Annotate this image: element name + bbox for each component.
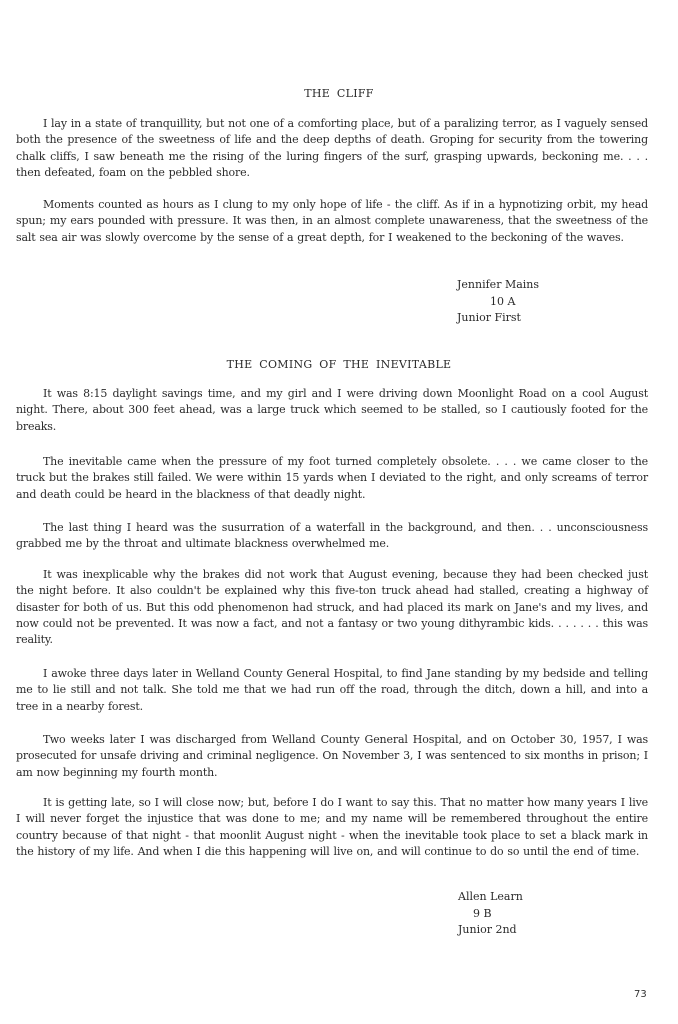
story-paragraph: Moments counted as hours as I clung to my only hope of life - the cliff. As if in a hypnotizing orbit, my head spun; my ears pounded with pressure. It was then, in an almost complete unawareness, that the sweetness of the salt sea air was slowly overcome by the sense of a great depth, for I weakened to the beckoning of the waves. — [16, 198, 648, 244]
author-name: Allen Learn — [458, 890, 523, 903]
page-number: 73 — [634, 989, 647, 1000]
author-grade: 9 B — [473, 906, 492, 920]
story-paragraph: It was inexplicable why the brakes did not work that August evening, because they had been checked just the night before. It also couldn't be explained why this five-ton truck ahead had stalled, creating a highway of disaster for both of us. But this odd phenomenon had struck, and had placed its mark on Jane's and my lives, and now could not be prevented. It was now a fact, and not a fantasy or two young dithyrambic kids. . . . . . . this was reality. — [16, 568, 648, 647]
story-title: THE CLIFF — [304, 87, 374, 100]
author-name: Jennifer Mains — [457, 278, 540, 291]
author-award: Junior First — [457, 311, 521, 324]
story-title: THE COMING OF THE INEVITABLE — [226, 358, 452, 371]
story-paragraph: It is getting late, so I will close now; but, before I do I want to say this. That no matter how many years I live I will never forget the injustice that was done to me; and my name will be remembered throughout the entire country because of that night - that moonlit August night - when the inevitable took place to set a black mark in the history of my life. And when I die this happening will live on, and will continue to do so until the end of time. — [16, 796, 648, 858]
story-paragraph: I awoke three days later in Welland County General Hospital, to find Jane standing by my bedside and telling me to lie still and not talk. She told me that we had run off the road, through the ditch, down a hill, and into a tree in a nearby forest. — [16, 667, 648, 713]
story-paragraph: It was 8:15 daylight savings time, and my girl and I were driving down Moonlight Road on a cool August night. There, about 300 feet ahead, was a large truck which seemed to be stalled, so I cautiously footed for the breaks. — [16, 387, 648, 433]
author-award: Junior 2nd — [458, 923, 517, 936]
story-paragraph: The inevitable came when the pressure of my foot turned completely obsolete. . . . we came closer to the truck but the brakes still failed. We were within 15 yards when I deviated to the right, and only screams of terror and death could be heard in the blackness of that deadly night. — [16, 455, 648, 501]
author-grade: 10 A — [490, 294, 516, 308]
author-signature — [457, 277, 539, 327]
story-paragraph: I lay in a state of tranquillity, but not one of a comforting place, but of a paralizing terror, as I vaguely sensed both the presence of the sweetness of life and the deep depths of death. Groping for security from the towering chalk cliffs, I saw beneath me the rising of the luring fingers of the surf, grasping upwards, beckoning me. . . . then defeated, foam on the pebbled shore. — [16, 117, 648, 179]
story-paragraph: The last thing I heard was the susurration of a waterfall in the background, and then. . . unconsciousness grabbed me by the throat and ultimate blackness overwhelmed me. — [16, 521, 648, 551]
story-paragraph: Two weeks later I was discharged from Welland County General Hospital, and on October 30, 1957, I was prosecuted for unsafe driving and criminal negligence. On November 3, I was sentenced to six months in prison; I am now beginning my fourth month. — [16, 733, 648, 779]
author-signature — [458, 889, 523, 939]
